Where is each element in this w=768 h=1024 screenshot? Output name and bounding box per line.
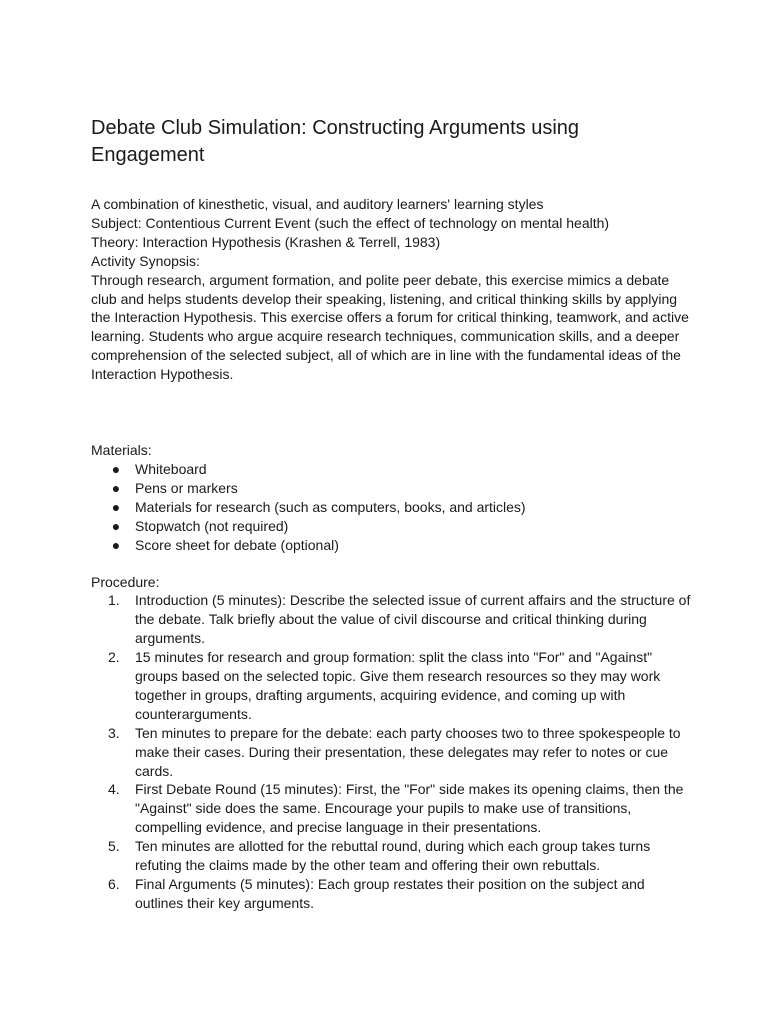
subject-line: Subject: Contentious Current Event (such the effect of technology on mental health) — [91, 214, 610, 231]
bullet-icon: ● — [111, 536, 121, 553]
procedure-step: 6. Final Arguments (5 minutes): Each group restates their position on the subject and outlines their key arguments. — [108, 876, 645, 911]
procedure-list — [91, 591, 691, 912]
synopsis-label: Activity Synopsis: — [91, 252, 200, 269]
bullet-icon: ● — [111, 479, 121, 496]
bullet-icon: ● — [111, 498, 121, 515]
list-item: ● Pens or markers — [135, 479, 691, 498]
learning-styles-line: A combination of kinesthetic, visual, and auditory learners' learning styles — [91, 196, 544, 212]
synopsis-paragraph: Through research, argument formation, and polite peer debate, this exercise mimics a debate club and helps students develop their speaking, listening, and critical thinking skills by applying the Interaction Hypothesis. This exercise offers a forum for critical thinking, teamwork, and active learning. Students who argue acquire research techniques, communication skills, and a deeper comprehension of the selected subject, all of which are in line with the fundamental ideas of the Interaction Hypothesis. — [91, 271, 689, 383]
procedure-step: 1. Introduction (5 minutes): Describe the selected issue of current affairs and the structure of the debate. Talk briefly about the value of civil discourse and critical thinking during arguments. — [108, 592, 691, 647]
materials-label: Materials: — [91, 442, 152, 459]
materials-list — [91, 460, 691, 555]
procedure-step: 2. 15 minutes for research and group formation: split the class into "For" and "Against" groups based on the selected topic. Give them research resources so they may work together in groups, drafting arguments, acquiring evidence, and coming up with counterarguments. — [108, 649, 661, 722]
list-item: ● Score sheet for debate (optional) — [135, 536, 691, 555]
procedure-step: 4. First Debate Round (15 minutes): First, the "For" side makes its opening claims, then the "Against" side does the same. Encourage your pupils to make use of transitions, compelling evidence, and precise language in their presentations. — [108, 781, 684, 836]
procedure-step: 5. Ten minutes are allotted for the rebuttal round, during which each group takes turns refuting the claims made by the other team and offering their own rebuttals. — [108, 838, 651, 874]
theory-line: Theory: Interaction Hypothesis (Krashen & Terrell, 1983) — [91, 233, 441, 250]
list-item: ● Materials for research (such as computers, books, and articles) — [135, 498, 691, 517]
list-item: ● Whiteboard — [135, 460, 691, 479]
procedure-label: Procedure: — [91, 573, 160, 590]
list-item: ● Stopwatch (not required) — [135, 517, 691, 536]
procedure-step: 3. Ten minutes to prepare for the debate: each party chooses two to three spokespeople to make their cases. During their presentation, these delegates may refer to notes or cue cards. — [108, 724, 681, 779]
document-page — [91, 115, 691, 913]
bullet-icon: ● — [111, 517, 121, 534]
page-title: Debate Club Simulation: Constructing Arguments using Engagement — [91, 117, 580, 166]
bullet-icon: ● — [111, 460, 121, 477]
